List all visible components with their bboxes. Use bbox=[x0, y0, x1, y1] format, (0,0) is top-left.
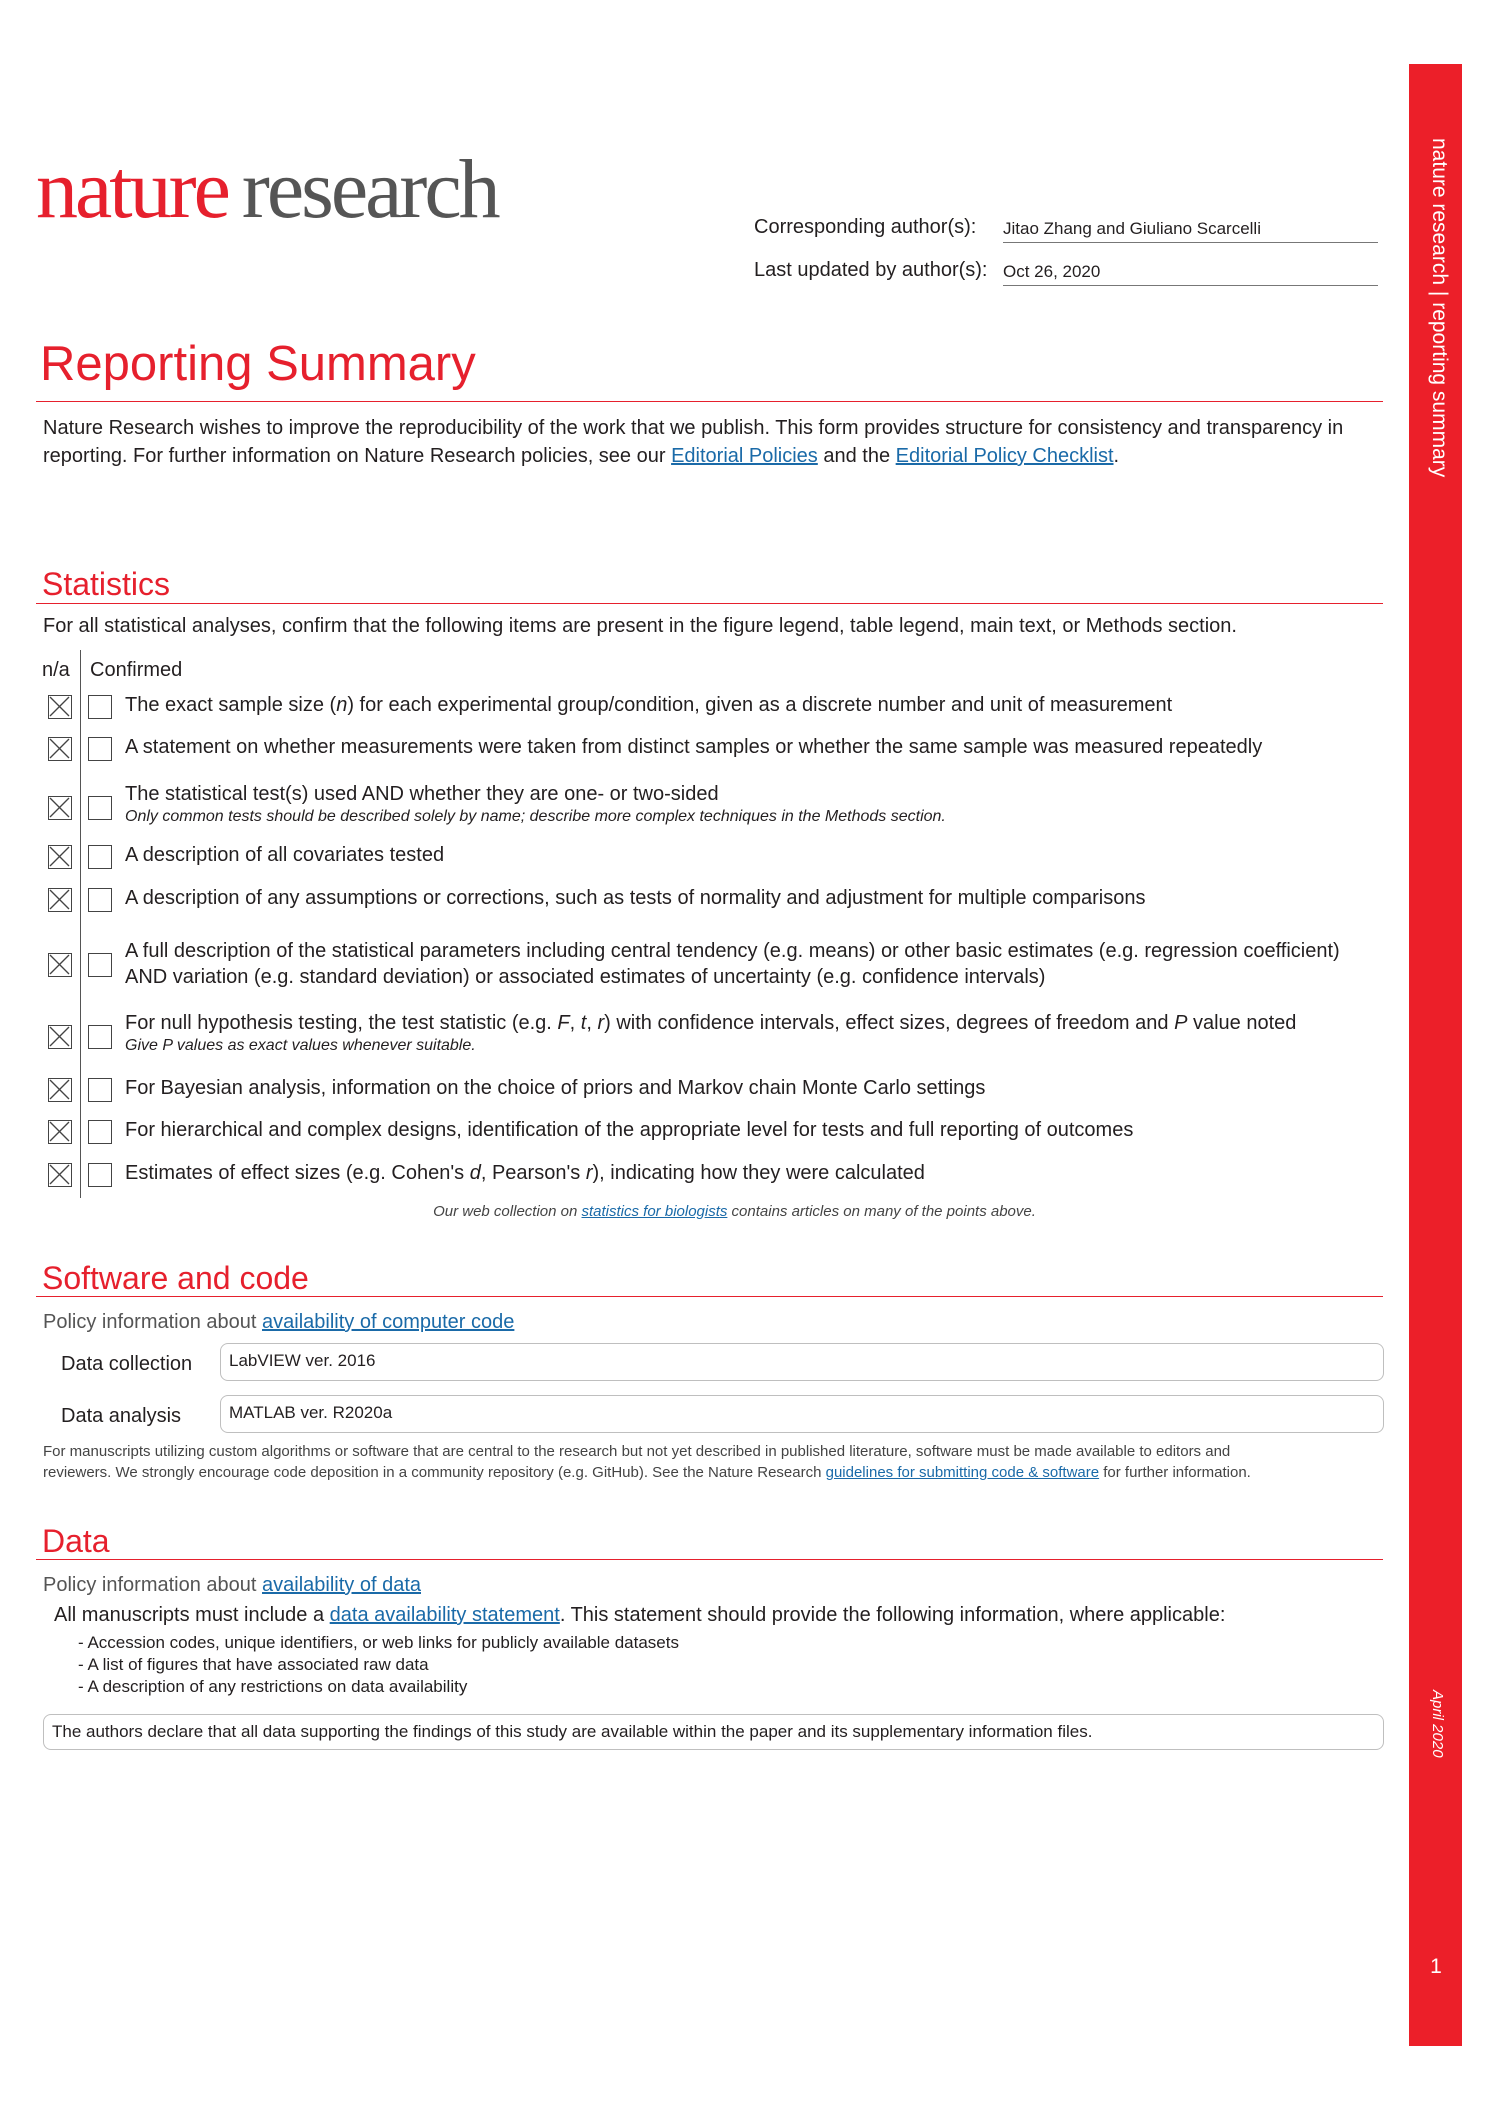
confirmed-checkbox[interactable] bbox=[88, 1078, 112, 1102]
checklist-item-label bbox=[125, 1075, 1385, 1101]
na-checkbox[interactable] bbox=[48, 1025, 72, 1049]
checklist-item-segment: , Pearson's bbox=[480, 1162, 586, 1184]
checklist-item-segment: value noted bbox=[1187, 1012, 1297, 1034]
checklist-item-segment: ), indicating how they were calculated bbox=[592, 1162, 925, 1184]
data-availability-statement-link[interactable]: data availability statement bbox=[329, 1604, 560, 1626]
checklist-item-note: Give P values as exact values whenever suitable. bbox=[125, 1037, 476, 1054]
data-requirements-list bbox=[78, 1632, 679, 1698]
checklist-item-text bbox=[125, 1075, 1385, 1101]
data-statement-instruction: All manuscripts must include a data availability statement. This statement should provide the following information, where applicable: bbox=[54, 1604, 1226, 1626]
confirmed-checkbox[interactable] bbox=[88, 888, 112, 912]
checklist-item-text bbox=[125, 1117, 1385, 1143]
checklist-item-text bbox=[125, 781, 1385, 827]
statistics-for-biologists-link[interactable]: statistics for biologists bbox=[581, 1203, 728, 1220]
software-policy: Policy information about availability of computer code bbox=[43, 1311, 515, 1333]
data-analysis-field[interactable]: MATLAB ver. R2020a bbox=[220, 1395, 1384, 1433]
confirmed-checkbox[interactable] bbox=[88, 1120, 112, 1144]
checklist-item-label bbox=[125, 1160, 1385, 1186]
checklist-item-text bbox=[125, 692, 1385, 718]
na-checkbox[interactable] bbox=[48, 1078, 72, 1102]
checklist-item-text bbox=[125, 734, 1385, 760]
availability-of-data-link[interactable]: availability of data bbox=[262, 1574, 421, 1596]
checklist-item-segment: ) for each experimental group/condition, given as a discrete number and unit of measurement bbox=[347, 694, 1173, 716]
na-checkbox[interactable] bbox=[48, 737, 72, 761]
sidebar-date: April 2020 bbox=[1429, 1690, 1446, 1758]
intro-paragraph: Nature Research wishes to improve the reproducibility of the work that we publish. This form provides structure for consistency and transparency in reporting. For further information on Nature Research policies, see our Editorial Policies and the Editorial Policy Checklist. bbox=[43, 417, 1344, 467]
checklist-item-text bbox=[125, 938, 1385, 990]
editorial-policy-checklist-link[interactable]: Editorial Policy Checklist bbox=[895, 445, 1114, 467]
page-title: Reporting Summary bbox=[40, 337, 476, 391]
na-checkbox[interactable] bbox=[48, 1120, 72, 1144]
checklist-item-segment: For null hypothesis testing, the test statistic (e.g. bbox=[125, 1012, 558, 1034]
na-checkbox[interactable] bbox=[48, 888, 72, 912]
corresponding-author-label: Corresponding author(s): bbox=[754, 216, 977, 238]
checklist-item-text bbox=[125, 1010, 1385, 1056]
data-heading: Data bbox=[42, 1523, 110, 1559]
nature-research-logo: nature research bbox=[36, 143, 498, 236]
page-number: 1 bbox=[1430, 1955, 1442, 1978]
na-checkbox[interactable] bbox=[48, 796, 72, 820]
data-policy: Policy information about availability of data bbox=[43, 1574, 421, 1596]
checklist-item-segment: n bbox=[336, 694, 348, 716]
confirmed-checkbox[interactable] bbox=[88, 845, 112, 869]
checklist-item-segment: The exact sample size ( bbox=[125, 694, 337, 716]
checklist-item-segment: F bbox=[557, 1012, 570, 1034]
checklist-item-segment: For hierarchical and complex designs, identification of the appropriate level for tests and full reporting of outcomes bbox=[125, 1119, 1134, 1141]
confirmed-checkbox[interactable] bbox=[88, 695, 112, 719]
checklist-item-note: Only common tests should be described solely by name; describe more complex techniques in the Methods section. bbox=[125, 808, 946, 825]
checklist-item-label bbox=[125, 1010, 1385, 1036]
checklist-item-line: AND variation (e.g. standard deviation) or associated estimates of uncertainty (e.g. confidence intervals) bbox=[125, 966, 1046, 988]
checklist-item-segment: , bbox=[569, 1012, 581, 1034]
software-note: For manuscripts utilizing custom algorithms or software that are central to the research but not yet described in published literature, software must be made available to editors and reviewers. We strongly encourage code deposition in a community repository (e.g. GitHub). See the Nature Research guidelines for submitting code & software for further information. bbox=[43, 1443, 1251, 1481]
data-availability-field[interactable]: The authors declare that all data supporting the findings of this study are available within the paper and its supplementary information files. bbox=[43, 1714, 1384, 1750]
checklist-item-segment: r bbox=[597, 1012, 605, 1034]
checklist-item-segment: Estimates of effect sizes (e.g. Cohen's bbox=[125, 1162, 470, 1184]
checklist-item-segment: r bbox=[585, 1162, 593, 1184]
checklist-item-label bbox=[125, 692, 1385, 718]
last-updated-field[interactable]: Oct 26, 2020 bbox=[1003, 259, 1378, 286]
checklist-item-segment: t bbox=[580, 1012, 587, 1034]
checklist-item-label bbox=[125, 781, 1385, 807]
checklist-item-text bbox=[125, 842, 1385, 868]
checklist-item-label bbox=[125, 885, 1385, 911]
data-analysis-label: Data analysis bbox=[61, 1405, 182, 1427]
column-divider bbox=[80, 650, 81, 1198]
na-checkbox[interactable] bbox=[48, 1163, 72, 1187]
list-item: - A description of any restrictions on data availability bbox=[78, 1677, 468, 1696]
confirmed-checkbox[interactable] bbox=[88, 953, 112, 977]
checklist-item-segment: A description of any assumptions or corrections, such as tests of normality and adjustment for multiple comparisons bbox=[125, 887, 1146, 909]
na-checkbox[interactable] bbox=[48, 845, 72, 869]
checklist-item-label bbox=[125, 842, 1385, 868]
last-updated-label: Last updated by author(s): bbox=[754, 259, 988, 281]
na-checkbox[interactable] bbox=[48, 695, 72, 719]
corresponding-author-field[interactable]: Jitao Zhang and Giuliano Scarcelli bbox=[1003, 216, 1378, 243]
list-item: - Accession codes, unique identifiers, or web links for publicly available datasets bbox=[78, 1633, 679, 1652]
checklist-item-segment: , bbox=[586, 1012, 598, 1034]
checklist-item-text bbox=[125, 885, 1385, 911]
sidebar-title: nature research | reporting summary bbox=[1428, 138, 1451, 478]
checklist-item-text bbox=[125, 1160, 1385, 1186]
checklist-item-segment: For Bayesian analysis, information on the choice of priors and Markov chain Monte Carlo settings bbox=[125, 1077, 986, 1099]
software-heading: Software and code bbox=[42, 1260, 309, 1296]
checklist-item-segment: ) with confidence intervals, effect sizes, degrees of freedom and bbox=[604, 1012, 1175, 1034]
checklist-item-label bbox=[125, 938, 1385, 990]
col-header-na: n/a bbox=[42, 659, 70, 681]
data-rule bbox=[36, 1559, 1383, 1560]
title-rule bbox=[36, 401, 1383, 402]
checklist-item-segment: P bbox=[1174, 1012, 1188, 1034]
confirmed-checkbox[interactable] bbox=[88, 1163, 112, 1187]
data-collection-label: Data collection bbox=[61, 1353, 193, 1375]
checklist-item-segment: A description of all covariates tested bbox=[125, 844, 445, 866]
statistics-lead: For all statistical analyses, confirm that the following items are present in the figure legend, table legend, main text, or Methods section. bbox=[43, 615, 1237, 637]
checklist-item-segment: The statistical test(s) used AND whether they are one- or two-sided bbox=[125, 783, 719, 805]
confirmed-checkbox[interactable] bbox=[88, 737, 112, 761]
availability-of-code-link[interactable]: availability of computer code bbox=[262, 1311, 515, 1333]
checklist-item-line: A full description of the statistical parameters including central tendency (e.g. means) or other basic estimates (e.g. regression coefficient) bbox=[125, 940, 1340, 962]
editorial-policies-link[interactable]: Editorial Policies bbox=[671, 445, 818, 467]
data-collection-field[interactable]: LabVIEW ver. 2016 bbox=[220, 1343, 1384, 1381]
confirmed-checkbox[interactable] bbox=[88, 1025, 112, 1049]
checklist-item-label bbox=[125, 734, 1385, 760]
code-guidelines-link[interactable]: guidelines for submitting code & software bbox=[825, 1464, 1100, 1481]
col-header-confirmed: Confirmed bbox=[90, 659, 183, 681]
statistics-rule bbox=[36, 603, 1383, 604]
checklist-item-segment: d bbox=[469, 1162, 481, 1184]
confirmed-checkbox[interactable] bbox=[88, 796, 112, 820]
checklist-item-segment: A statement on whether measurements were taken from distinct samples or whether the same sample was measured repeatedly bbox=[125, 736, 1263, 758]
statistics-heading: Statistics bbox=[42, 566, 171, 602]
software-rule bbox=[36, 1296, 1383, 1297]
na-checkbox[interactable] bbox=[48, 953, 72, 977]
statistics-footer: Our web collection on statistics for biologists contains articles on many of the points above. bbox=[433, 1203, 1036, 1220]
checklist-item-label bbox=[125, 1117, 1385, 1143]
list-item: - A list of figures that have associated raw data bbox=[78, 1655, 429, 1674]
